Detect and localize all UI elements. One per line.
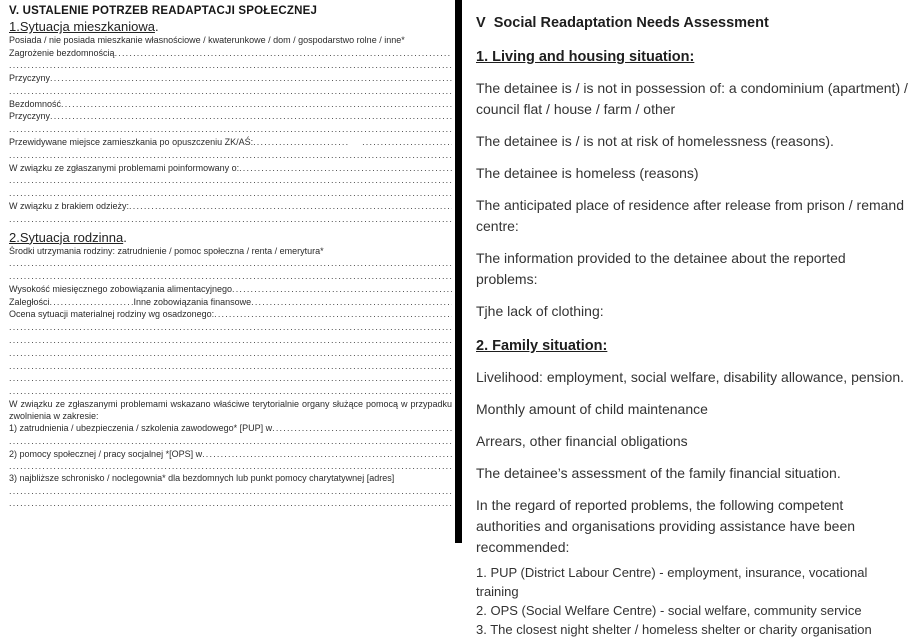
polish-form-page: [0, 0, 455, 555]
dotted-rule-line: [9, 360, 452, 373]
dotted-leader: [129, 200, 452, 213]
dotted-leader: [9, 149, 452, 162]
dotted-rule-line: [9, 213, 452, 226]
dotted-leader: [214, 308, 452, 321]
dotted-rule-line: [9, 85, 452, 98]
section-heading-text: 1.Sytuacja mieszkaniowa: [9, 19, 155, 34]
translation-list-item: 3. The closest night shelter / homeless shelter or charity organisation: [476, 622, 872, 637]
dotted-leader: [50, 110, 452, 123]
dotted-rule-line: [9, 347, 452, 360]
form-fill-in-line: [9, 308, 452, 321]
dotted-leader: [9, 174, 452, 187]
translation-paragraph: The detainee is / is not at risk of homelessness (reasons).: [476, 133, 834, 149]
dotted-rule-line: [9, 435, 452, 448]
dotted-leader: [9, 85, 452, 98]
dotted-leader: [9, 497, 452, 510]
form-fill-in-line: [9, 110, 452, 123]
dotted-rule-line: [9, 59, 452, 72]
form-fill-in-line: [9, 283, 452, 296]
translation-paragraph: Tjhe lack of clothing:: [476, 303, 604, 319]
form-fill-in-line: [9, 162, 452, 175]
dotted-leader: [9, 485, 452, 498]
form-fill-in-line: [9, 98, 452, 111]
form-line-label: Zaległości: [9, 296, 50, 307]
translation-paragraph: The detainee is homeless (reasons): [476, 165, 699, 181]
dotted-leader: [9, 435, 452, 448]
dotted-leader: [9, 360, 452, 373]
translation-paragraph: The anticipated place of residence after release from prison / remand centre:: [476, 197, 905, 234]
dotted-leader: [9, 123, 452, 136]
section-heading-tail: .: [123, 229, 127, 245]
form-line-label: Przyczyny: [9, 73, 51, 84]
form-title: V. USTALENIE POTRZEB READAPTACJI SPOŁECZNEJ: [9, 5, 318, 17]
dotted-leader: [362, 136, 452, 149]
dotted-leader: [9, 270, 452, 283]
form-line-label: 1) zatrudnienia / ubezpieczenia / szkolenia zawodowego* [PUP] w: [9, 422, 273, 433]
dotted-leader: [202, 448, 452, 461]
form-section-heading: [9, 19, 452, 35]
form-line-label: Bezdomność: [9, 98, 62, 109]
form-line-label: Przewidywane miejsce zamieszkania po opuszczeniu ZK/AŚ:: [9, 137, 254, 148]
dotted-leader: [251, 296, 452, 309]
form-fill-in-line: [9, 422, 452, 435]
section-heading-text: 2.Sytuacja rodzinna: [9, 229, 124, 245]
dotted-leader: [9, 385, 452, 398]
section-heading-tail: .: [154, 19, 159, 34]
translation-list-item: 2. OPS (Social Welfare Centre) - social welfare, community service: [476, 603, 862, 618]
dotted-rule-line: [9, 485, 452, 498]
form-justified-paragraph: W związku ze zgłaszanymi problemami wskazano właściwe terytorialnie organy służące pomocą w przypadku zwolnienia w zakresie:: [9, 398, 452, 421]
dotted-leader: [9, 187, 452, 200]
translation-paragraph: The detainee’s assessment of the family financial situation.: [476, 465, 841, 481]
translation-paragraph: Arrears, other financial obligations: [476, 433, 688, 449]
translation-title: V Social Readaptation Needs Assessment: [476, 15, 769, 31]
dotted-rule-line: [9, 257, 452, 270]
dotted-rule-line: [9, 270, 452, 283]
dotted-leader: [9, 59, 452, 72]
form-text-line: Posiada / nie posiada mieszkanie własnościowe / kwaterunkowe / dom / gospodarstwo rolne / inne*: [9, 35, 405, 45]
dotted-rule-line: [9, 385, 452, 398]
dotted-leader: [239, 162, 452, 175]
dotted-rule-line: [9, 123, 452, 136]
form-line-label: Przyczyny: [9, 111, 51, 122]
form-fill-in-line: [9, 136, 452, 149]
form-line-label: W związku ze zgłaszanymi problemami poinformowany o:: [9, 162, 240, 173]
form-text-line: Środki utrzymania rodziny: zatrudnienie / pomoc społeczna / renta / emerytura*: [9, 245, 324, 256]
translation-paragraph: The information provided to the detainee about the reported problems:: [476, 250, 846, 287]
form-line-label: Zagrożenie bezdomnością: [9, 47, 115, 58]
dotted-leader: [9, 334, 452, 347]
translation-paragraph: Monthly amount of child maintenance: [476, 401, 708, 417]
dotted-rule-line: [9, 334, 452, 347]
dotted-leader: [50, 296, 134, 309]
form-line-label: 2) pomocy społecznej / pracy socjalnej *[OPS] w: [9, 448, 203, 459]
english-translation-page: [462, 0, 912, 637]
column-divider: [455, 0, 462, 543]
translation-body: [476, 48, 908, 639]
form-fill-in-line: [9, 72, 452, 85]
form-fill-in-line: [9, 200, 452, 213]
dotted-rule-line: [9, 321, 452, 334]
dotted-leader: [9, 213, 452, 226]
form-text-line: 3) najbliższe schronisko / noclegownia* dla bezdomnych lub punkt pomocy charytatywnej [adres]: [9, 473, 395, 484]
dotted-leader: [9, 372, 452, 385]
translation-paragraph: Livelihood: employment, social welfare, disability allowance, pension.: [476, 369, 905, 385]
dotted-rule-line: [9, 149, 452, 162]
dotted-leader: [232, 283, 452, 296]
dotted-leader: [9, 347, 452, 360]
dotted-rule-line: [9, 187, 452, 200]
translation-paragraph: The detainee is / is not in possession of: a condominium (apartment) / council flat / house / farm / other: [476, 80, 908, 117]
dotted-leader: [61, 98, 452, 111]
dotted-leader: [50, 72, 452, 85]
dotted-rule-line: [9, 174, 452, 187]
form-line-label: Inne zobowiązania finansowe: [133, 296, 252, 307]
dotted-rule-line: [9, 460, 452, 473]
dotted-leader: [9, 257, 452, 270]
translation-section-heading: 2. Family situation:: [476, 338, 608, 354]
form-line-label: W związku z brakiem odzieży:: [9, 201, 130, 212]
dotted-leader: [9, 460, 452, 473]
dotted-leader: [9, 321, 452, 334]
dotted-leader: [253, 136, 348, 149]
dotted-rule-line: [9, 372, 452, 385]
form-section-heading: [9, 230, 452, 246]
dotted-rule-line: [9, 497, 452, 510]
form-fill-in-line: [9, 47, 452, 60]
dotted-leader: [272, 422, 452, 435]
form-line-label: Wysokość miesięcznego zobowiązania alimentacyjnego: [9, 283, 233, 294]
translation-section-heading: 1. Living and housing situation:: [476, 49, 695, 65]
form-fill-in-line: [9, 448, 452, 461]
form-fill-in-line: [9, 296, 452, 309]
form-line-label: Ocena sytuacji materialnej rodziny wg osadzonego:: [9, 309, 215, 320]
translation-list-item: 1. PUP (District Labour Centre) - employment, insurance, vocational training: [476, 565, 868, 599]
translation-paragraph: In the regard of reported problems, the following competent authorities and organisations providing assistance have been recommended:: [476, 497, 856, 555]
dotted-leader: [115, 47, 452, 60]
